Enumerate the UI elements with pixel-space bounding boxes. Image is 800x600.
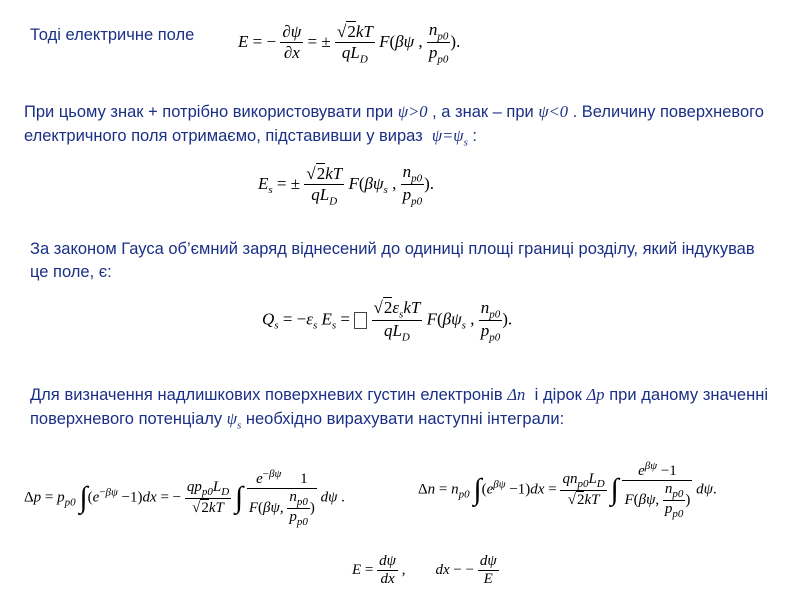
paragraph-sign-rule: При цьому знак + потрібно використовувати при ψ>0 , а знак – при ψ<0 . Величину поверхневого електричного поля отримаємо, підставивши у вираз $\psi=\psi_s$ : <box>24 102 764 149</box>
equation-delta-p: $\Delta p = p_{p0}$ $\int(e^{-\beta\psi} -1)dx$ = − $\frac{qp_{p0}L_D}{√2kT}$ ∫ $e^{-\beta\psi}$ 1 F(βψ, $\frac{n_{p0}}{p_{p0}}$ ) dψ . <box>24 468 345 528</box>
intro-text: Тоді електричне поле <box>30 26 195 44</box>
paragraph-gauss-law: За законом Гауса об’ємний заряд віднесений до одиниці площі границі розділу, який індукував це поле, є: <box>30 240 755 281</box>
equation-delta-n: $\Delta n = n_{p0}$ $\int(e^{\beta\psi} -1)dx$ = $\frac{qn_{p0}L_D}{√2kT}$ ∫ $e^{\beta\psi} -1$ F(βψ, $\frac{n_{p0}}{p_{p0}}$ ) dψ. <box>418 460 717 520</box>
equation-surface-charge: $Q_s = -\varepsilon_s$ $E_s$ = $\frac{√2\varepsilon_skT}{qL_D}$ $F(\beta\psi_s$ , $\frac{n_{p0}}{p_{p0}}$ ). <box>262 297 513 344</box>
paragraph-integrals-intro: Для визначення надлишкових поверхневих густин електронів Δn і дірок Δp при даному значенні поверхневого потенціалу $\psi_s$ необхідно вирахувати наступні інтеграли: <box>30 385 768 432</box>
equation-electric-field: E = − $\frac{\partial\psi}{\partial x}$ = ± $\frac{√2kT}{qL_D}$ F(βψ , $\frac{n_{p0}}{p_{p0}}$ ). <box>238 20 461 66</box>
equation-surface-field: $E_s$ = ± $\frac{√2kT}{qL_D}$ $F(\beta\psi_s$ , $\frac{n_{p0}}{p_{p0}}$ ). <box>258 162 434 208</box>
equation-field-definition: E = $\frac{d\psi}{dx}$ , dx − − $\frac{d\psi}{E}$ <box>352 553 497 587</box>
